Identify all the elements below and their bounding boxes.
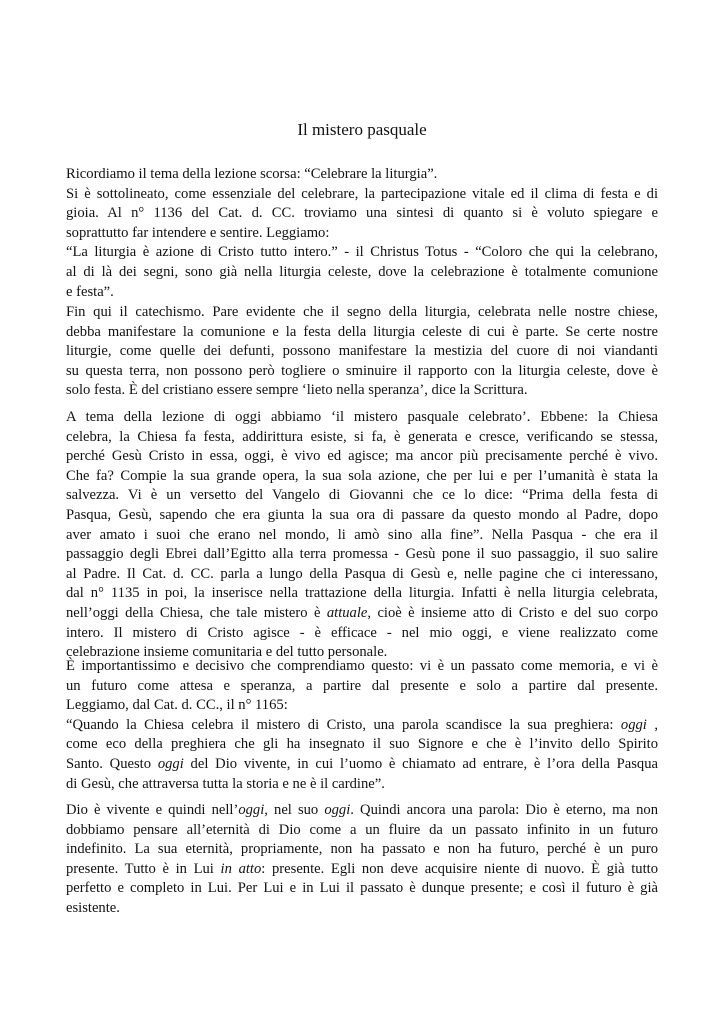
text-line: [66, 821, 658, 841]
paragraph: [66, 408, 658, 663]
text-segment: , nel suo: [264, 802, 325, 818]
text-line: [66, 657, 658, 677]
text-segment: celebrazione insieme comunitaria e del tutto personale.: [66, 644, 388, 661]
text-segment: soprattutto far intendere e sentire. Leggiamo:: [66, 224, 330, 241]
text-segment: È importantissimo e decisivo che comprendiamo questo: vi è un passato come memoria, e vi è: [66, 658, 658, 674]
text-line: [66, 303, 658, 323]
text-segment: “La liturgia è azione di Cristo tutto intero.” - il Christus Totus - “Coloro che qui la celebrano,: [66, 244, 658, 261]
text-segment: Che fa? Compie la sua grande opera, la sua sola azione, che per lui e per l’umanità è stata la: [66, 467, 658, 484]
text-line: [66, 696, 658, 716]
text-segment: presente. Tutto è in Lui: [66, 860, 221, 877]
paragraph: [66, 657, 658, 794]
text-line: [66, 584, 658, 604]
text-line: [66, 899, 658, 919]
paragraph: [66, 303, 658, 401]
text-line: [66, 243, 658, 263]
text-line: [66, 283, 658, 303]
text-line: [66, 677, 658, 697]
text-segment: intero. Il mistero di Cristo agisce - è efficace - nel mio oggi, e viene realizzato come: [66, 624, 658, 641]
text-line: [66, 467, 658, 487]
text-segment: come eco della preghiera che gli ha insegnato il suo Signore e che è l’invito dello Spirito: [66, 736, 658, 753]
text-segment: su questa terra, non possono però togliere o sminuire il rapporto con la liturgia celeste, dove è: [66, 362, 658, 379]
text-segment: Santo. Questo: [66, 755, 158, 772]
text-segment: liturgie, come quelle dei defunti, possono manifestare la mestizia del cuore di noi viandanti: [66, 343, 658, 360]
text-line: [66, 860, 658, 880]
emphasis-text: oggi: [324, 802, 351, 818]
text-segment: perché Gesù Cristo in essa, oggi, è vivo ed agisce; ma ancor più precisamente perché è vivo.: [66, 448, 658, 465]
text-segment: esistente.: [66, 899, 120, 916]
text-line: [66, 381, 658, 401]
text-line: [66, 801, 658, 821]
text-segment: Dio è vivente e quindi nell’: [66, 802, 239, 818]
text-line: [66, 263, 658, 283]
text-line: [66, 840, 658, 860]
text-segment: perfetto e completo in Lui. Per Lui e in Lui il passato è dunque presente; e così il futuro è già: [66, 880, 658, 897]
text-segment: di Gesù, che attraversa tutta la storia e ne è il cardine”.: [66, 775, 385, 792]
emphasis-text: attuale: [326, 604, 368, 621]
text-segment: indefinito. La sua eternità, propriamente, non ha passato e non ha futuro, perché è un puro: [66, 841, 658, 858]
emphasis-text: in atto: [220, 860, 262, 877]
document-title: Il mistero pasquale: [297, 120, 427, 139]
text-line: [66, 716, 658, 736]
text-line: [66, 165, 658, 185]
text-line: [66, 775, 658, 795]
text-segment: celebra, la Chiesa fa festa, addirittura esiste, si fa, è generata e cresce, verificando se stessa,: [66, 428, 658, 445]
text-line: [66, 486, 658, 506]
text-line: [66, 526, 658, 546]
text-segment: “Quando la Chiesa celebra il mistero di Cristo, una parola scandisce la sua preghiera:: [66, 716, 621, 733]
text-segment: ,: [646, 716, 658, 733]
text-segment: aver amato i suoi che erano nel mondo, li amò sino alla fine”. Nella Pasqua - che era il: [66, 526, 658, 543]
emphasis-text: oggi: [157, 755, 184, 772]
text-segment: Ricordiamo il tema della lezione scorsa: “Celebrare la liturgia”.: [66, 166, 438, 182]
text-line: [66, 342, 658, 362]
text-segment: A tema della lezione di oggi abbiamo ‘il mistero pasquale celebrato’. Ebbene: la Chiesa: [66, 409, 658, 425]
text-line: [66, 604, 658, 624]
text-segment: Leggiamo, dal Cat. d. CC., il n° 1165:: [66, 697, 288, 714]
text-line: [66, 879, 658, 899]
text-segment: e festa”.: [66, 283, 114, 300]
paragraph: [66, 801, 658, 919]
text-segment: dal n° 1135 in poi, la inserisce nella trattazione della liturgia. Infatti è nella liturgia celebrata,: [66, 585, 658, 602]
text-segment: al Padre. Il Cat. d. CC. parla a lungo della Pasqua di Gesù e, nelle pagine che ci interessano,: [66, 565, 658, 582]
text-line: [66, 362, 658, 382]
text-segment: salvezza. Vi è un versetto del Vangelo di Giovanni che ce lo dice: “Prima della festa di: [66, 487, 658, 504]
text-segment: al di là dei segni, sono già nella liturgia celeste, dove la celebrazione è totalmente comunione: [66, 263, 658, 280]
text-segment: Si è sottolineato, come essenziale del celebrare, la partecipazione vitale ed il clima di festa e di: [66, 185, 658, 202]
text-line: [66, 323, 658, 343]
text-segment: del Dio vivente, in cui l’uomo è chiamato ad entrare, è l’ora della Pasqua: [183, 755, 658, 772]
text-line: [66, 428, 658, 448]
text-segment: Pasqua, Gesù, sapendo che era giunta la sua ora di passare da questo mondo al Padre, dopo: [66, 506, 658, 523]
text-segment: debba manifestare la comunione e la festa della liturgia celeste di cui è parte. Se certe nostre: [66, 323, 658, 340]
text-line: [66, 735, 658, 755]
text-segment: solo festa. È del cristiano essere sempre ‘lieto nella speranza’, dice la Scrittura.: [66, 382, 528, 399]
paragraph: [66, 165, 658, 302]
text-line: [66, 204, 658, 224]
text-segment: Fin qui il catechismo. Pare evidente che il segno della liturgia, celebrata nelle nostre chiese,: [66, 304, 658, 320]
text-line: [66, 408, 658, 428]
text-line: [66, 224, 658, 244]
text-segment: , cioè è insieme atto di Cristo e del suo corpo: [367, 604, 659, 621]
text-segment: un futuro come attesa e speranza, a partire dal presente e solo a partire dal presente.: [66, 677, 658, 694]
text-segment: passaggio degli Ebrei dall’Egitto alla terra promessa - Gesù pone il suo passaggio, il suo salire: [66, 546, 658, 563]
text-line: [66, 185, 658, 205]
text-line: [66, 506, 658, 526]
emphasis-text: oggi: [238, 802, 265, 818]
text-segment: : presente. Egli non deve acquisire niente di nuovo. È già tutto: [261, 860, 659, 877]
text-segment: nell’oggi della Chiesa, che tale mistero è: [66, 604, 327, 621]
text-line: [66, 545, 658, 565]
text-line: [66, 565, 658, 585]
text-line: [66, 755, 658, 775]
text-segment: . Quindi ancora una parola: Dio è eterno, ma non: [350, 802, 658, 818]
text-line: [66, 447, 658, 467]
text-segment: gioia. Al n° 1136 del Cat. d. CC. troviamo una sintesi di quanto si è voluto spiegare e: [66, 205, 658, 222]
text-segment: dobbiamo pensare all’eternità di Dio come a un fluire da un passato infinito in un futuro: [66, 821, 658, 838]
emphasis-text: oggi: [620, 716, 647, 733]
text-line: [66, 624, 658, 644]
